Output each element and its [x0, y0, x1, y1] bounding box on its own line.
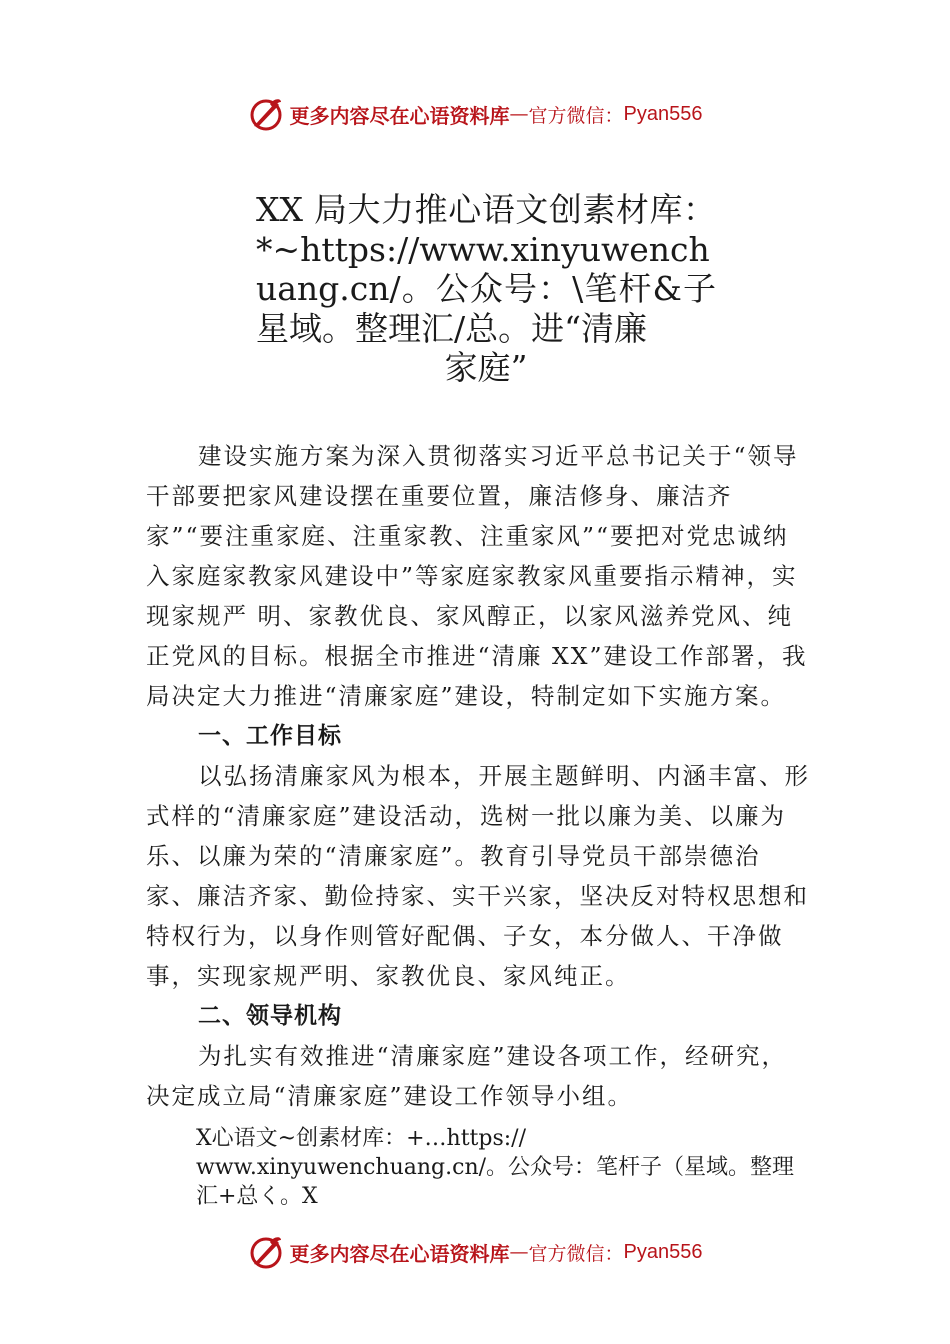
footnote-line-3: 汇+总く。X — [196, 1184, 318, 1209]
organization-line-1: 为扎实有效推进“清廉家庭”建设各项工作，经研究， — [198, 1042, 788, 1070]
intro-paragraph: 建设实施方案为深入贯彻落实习近平总书记关于“领导干部要把家风建设摆在重要位置，廉洁修身、廉洁齐家”“要注重家庭、注重家教、注重家风”“要把对党忠诚纳入家庭家教家风建设中”等家庭家教家风重要指示精神，实现家规严 明、家教优良、家风醇正，以家风滋养党风、纯正党风的目标。根据全市推进“清廉 XX”建设工作部署，我局决定大力推进“清廉家庭”建设，特制定如下实施方案。 — [146, 442, 808, 710]
header-banner — [0, 94, 950, 134]
banner-sub-text: 官方微信： — [528, 104, 624, 127]
banner-wechat-id: Pyan556 — [623, 1240, 703, 1263]
banner-separator: — — [509, 1241, 529, 1263]
organization-line-2: 决定成立局“清廉家庭”建设工作领导小组。 — [146, 1082, 634, 1110]
footer-banner — [0, 1232, 950, 1272]
banner-sub-text: 官方微信： — [528, 1242, 624, 1265]
section-heading-organization: 二、领导机构 — [198, 1003, 342, 1029]
banner-wechat-id: Pyan556 — [623, 102, 703, 125]
title-last-line: 家庭” — [444, 348, 528, 387]
banner-main-text: 更多内容尽在心语资料库 — [289, 103, 510, 128]
quill-pen-logo-icon — [248, 96, 284, 132]
banner-main-text: 更多内容尽在心语资料库 — [289, 1241, 510, 1266]
footnote-line-2: www.xinyuwenchuang.cn/。公众号：笔杆子（星域。整理 — [196, 1155, 795, 1180]
document-title — [256, 190, 716, 388]
goal-paragraph: 以弘扬清廉家风为根本，开展主题鲜明、内涵丰富、形式样的“清廉家庭”建设活动，选树一批以廉为美、以廉为乐、以廉为荣的“清廉家庭”。教育引导党员干部崇德治家、廉洁齐家、勤俭持家、实干兴家，坚决反对特权思想和特权行为，以身作则管好配偶、子女，本分做人、干净做事，实现家规严明、家教优良、家风纯正。 — [146, 762, 810, 990]
section-heading-goal: 一、工作目标 — [198, 723, 342, 749]
quill-pen-logo-icon — [248, 1234, 284, 1270]
footnote-line-1: X心语文~创素材库：+…https:// — [196, 1126, 526, 1151]
document-body — [146, 436, 810, 1116]
banner-separator: — — [509, 103, 529, 125]
title-text: XX 局大力推心语文创素材库：*~https://www.xinyuwenchuang.cn/。公众号：\笔杆&子星域。整理汇/总。进“清廉 — [256, 190, 716, 348]
footnote — [196, 1124, 846, 1211]
